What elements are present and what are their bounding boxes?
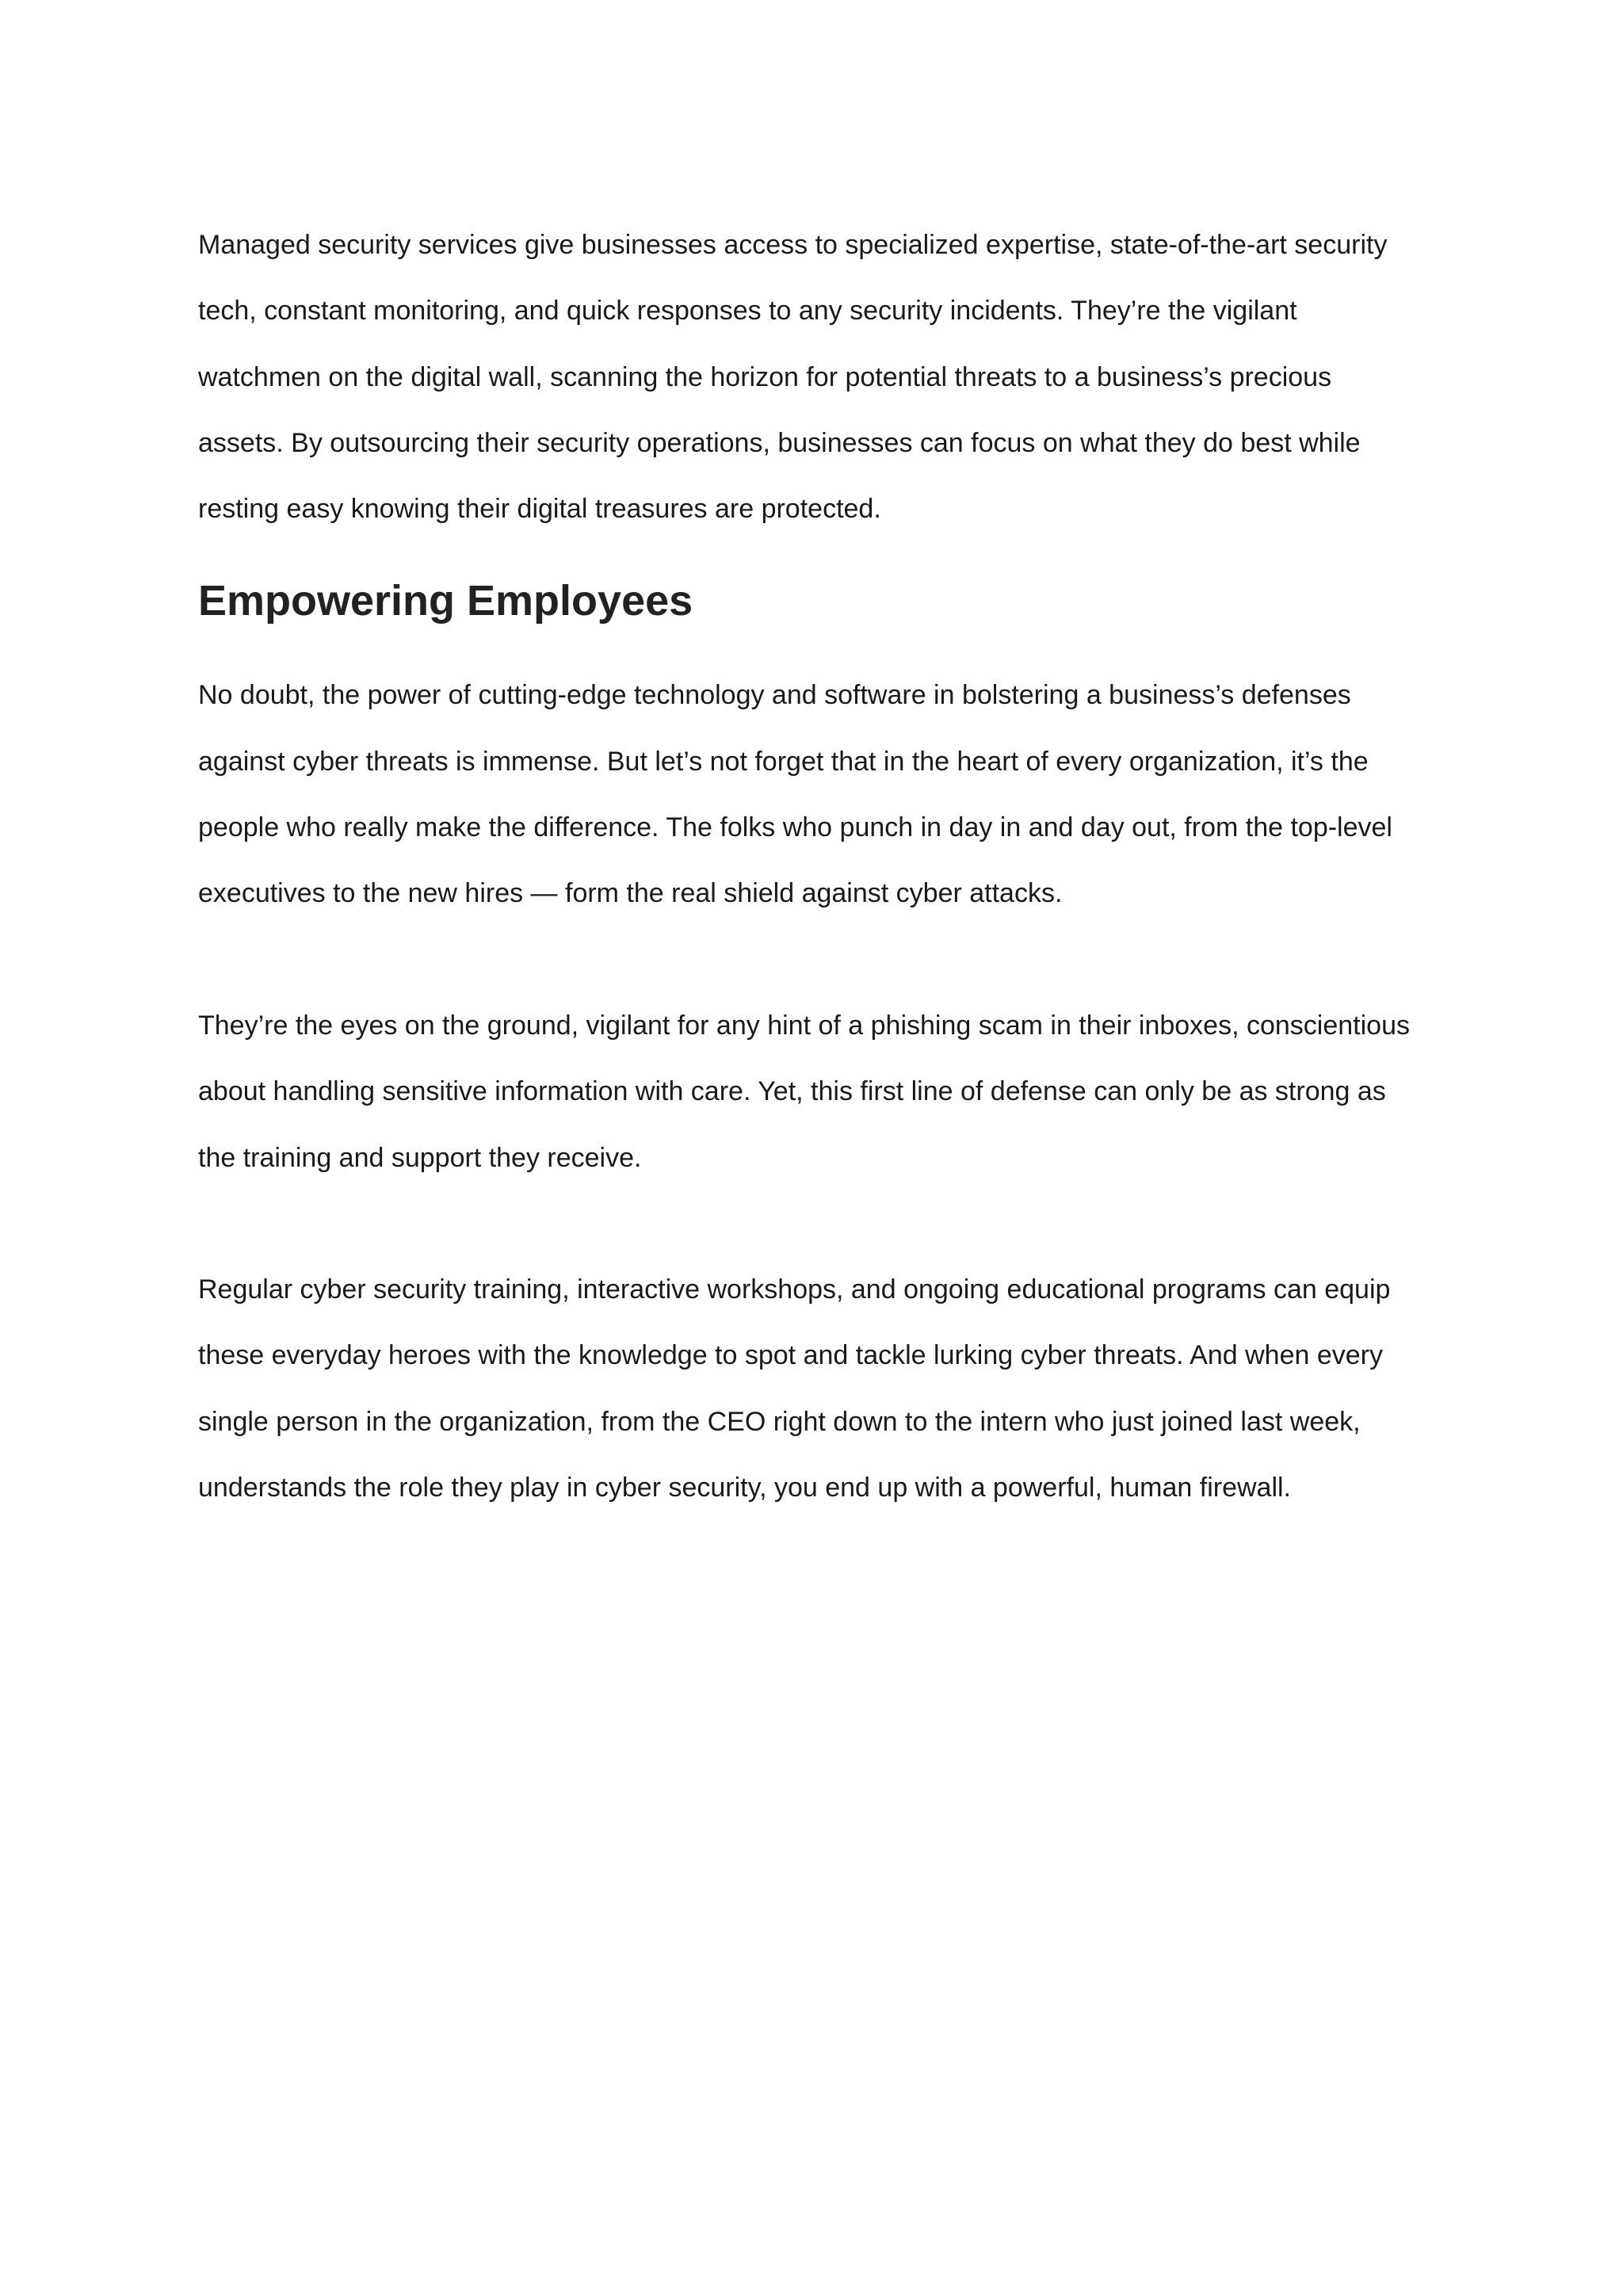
- paragraph-line: Regular cyber security training, interactive workshops, and ongoing educational programs can equip: [198, 1274, 1391, 1305]
- paragraph-line: about handling sensitive information with care. Yet, this first line of defense can only be as strong as: [198, 1076, 1386, 1107]
- paragraph-line: people who really make the difference. The folks who punch in day in and day out, from the top-level: [198, 812, 1392, 843]
- paragraph-line: resting easy knowing their digital treasures are protected.: [198, 494, 881, 525]
- document-body: [198, 219, 1466, 1527]
- paragraph-training: [198, 1263, 1466, 1527]
- paragraph-line: They’re the eyes on the ground, vigilant for any hint of a phishing scam in their inboxes, conscientious: [198, 1010, 1410, 1041]
- section-heading: Empowering Employees: [198, 577, 693, 625]
- paragraph-line: understands the role they play in cyber security, you end up with a powerful, human firewall.: [198, 1473, 1291, 1503]
- paragraph-line: the training and support they receive.: [198, 1142, 642, 1173]
- paragraph-line: assets. By outsourcing their security operations, businesses can focus on what they do best while: [198, 427, 1361, 458]
- paragraph-eyes-on-ground: [198, 999, 1466, 1198]
- paragraph-line: No doubt, the power of cutting-edge technology and software in bolstering a business’s defenses: [198, 680, 1351, 711]
- paragraph-technology-people: [198, 669, 1466, 933]
- paragraph-line: against cyber threats is immense. But let’s not forget that in the heart of every organization, it’s the: [198, 746, 1369, 777]
- paragraph-line: these everyday heroes with the knowledge to spot and tackle lurking cyber threats. And when every: [198, 1340, 1383, 1371]
- paragraph-line: tech, constant monitoring, and quick responses to any security incidents. They’re the vigilant: [198, 296, 1297, 327]
- paragraph-line: single person in the organization, from the CEO right down to the intern who just joined last week,: [198, 1406, 1361, 1437]
- paragraph-line: executives to the new hires — form the real shield against cyber attacks.: [198, 878, 1063, 909]
- paragraph-line: Managed security services give businesses access to specialized expertise, state-of-the-art security: [198, 230, 1388, 260]
- intro-paragraph: [198, 219, 1466, 548]
- paragraph-line: watchmen on the digital wall, scanning the horizon for potential threats to a business’s precious: [198, 361, 1332, 392]
